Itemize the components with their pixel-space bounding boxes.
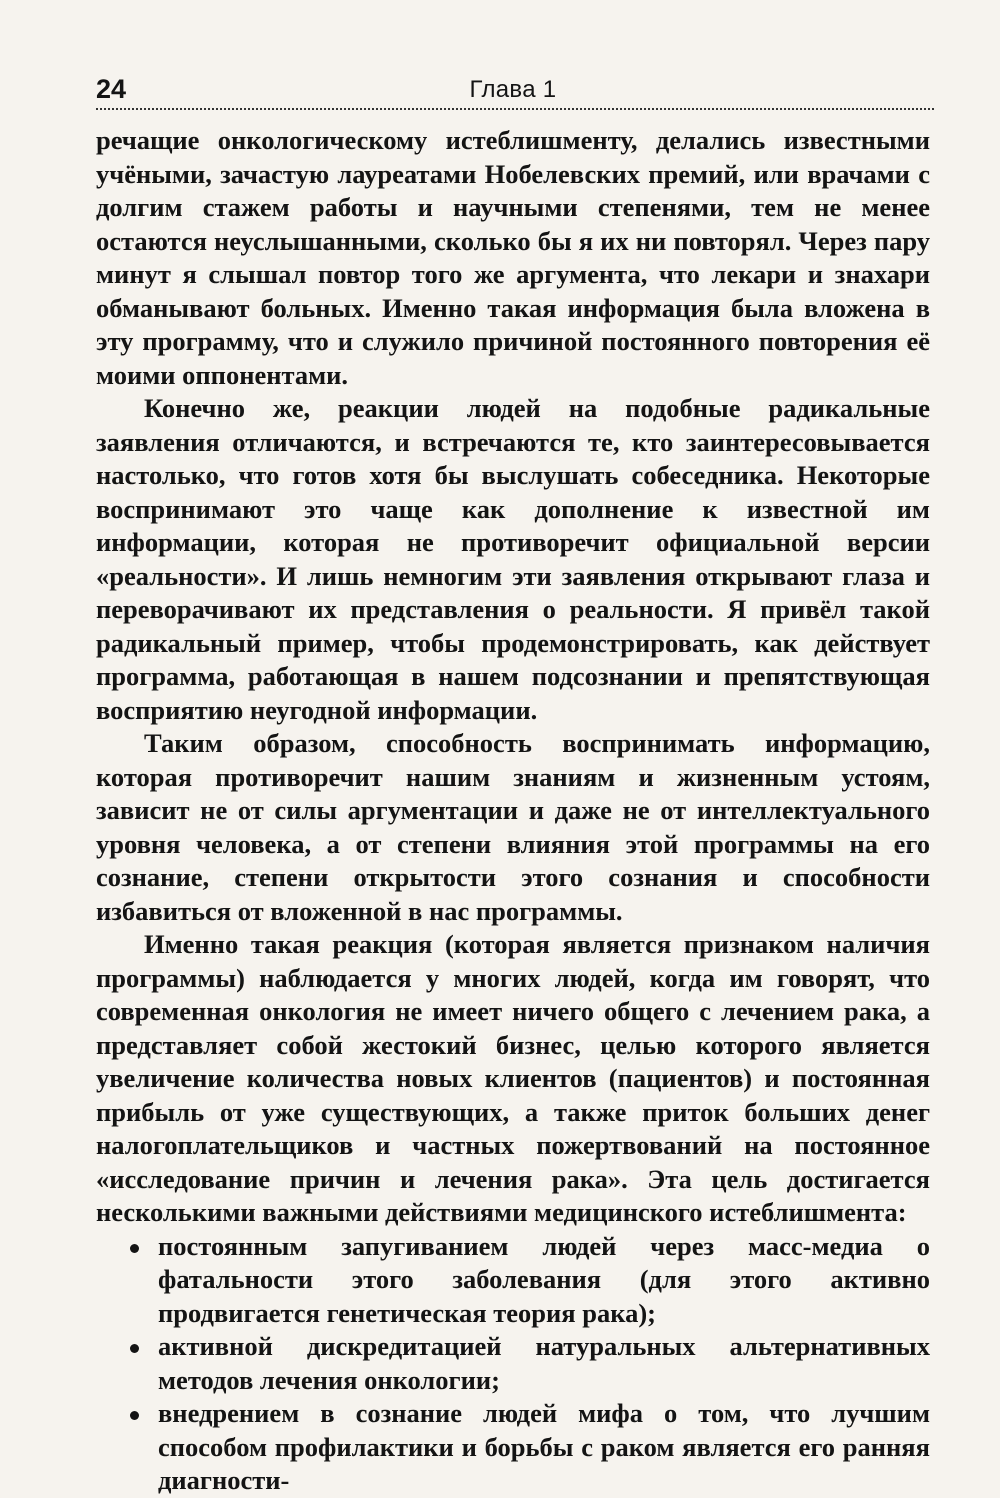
paragraph-continued: речащие онкологическому истеблишменту, делались известными учёными, зачастую лауреатами Нобелевских премий, или врачами с долгим стажем работы и научными степенями, тем не менее остаются неуслышанными, сколько бы я их ни повторял. Через пару минут я слышал повтор того же аргумента, что лекари и знахари обманывают больных. Именно такая информация была вложена в эту программу, что и служило причиной постоянного повторения её моими оппонентами. <box>96 125 930 390</box>
body-text <box>96 124 930 1498</box>
page-number: 24 <box>96 74 127 104</box>
paragraph: Таким образом, способность воспринимать информацию, которая противоречит нашим знаниям и жизненным устоям, зависит не от силы аргументации и даже не от интеллектуального уровня человека, а от степени влияния этой программы на его сознание, степени открытости этого сознания и способности избавиться от вложенной в нас программы. <box>96 728 930 926</box>
paragraph: Именно такая реакция (которая является признаком наличия программы) наблюдается у многих людей, когда им говорят, что современная онкология не имеет ничего общего с лечением рака, а представляет собой жестокий бизнес, целью которого является увеличение количества новых клиентов (пациентов) и постоянная прибыль от уже существующих, а также приток больших денег налогоплательщиков и частных пожертвований на постоянное «исследование причин и лечения рака». Эта цель достигается несколькими важными действиями медицинского истеблишмента: <box>96 929 930 1227</box>
bullet-list <box>96 1230 930 1498</box>
page-header <box>96 70 930 108</box>
bullet-item <box>96 1397 930 1498</box>
chapter-title: Глава 1 <box>469 76 557 103</box>
header-divider <box>96 108 934 110</box>
bullet-text: внедрением в сознание людей мифа о том, что лучшим способом профилактики и борьбы с раком является его ранняя диагности- <box>158 1398 930 1495</box>
bullet-text: постоянным запугиванием людей через масс-медиа о фатальности этого заболевания (для этого активно продвигается генетическая теория рака); <box>158 1230 930 1328</box>
bullet-dot-icon <box>130 1244 139 1253</box>
bullet-dot-icon <box>130 1344 139 1353</box>
bullet-dot-icon <box>130 1411 139 1420</box>
paragraph: Конечно же, реакции людей на подобные радикальные заявления отличаются, и встречаются те, кто заинтересовывается настолько, что готов хотя бы выслушать собеседника. Некоторые воспринимают это чаще как дополнение к известной им информации, которая не противоречит официальной версии «реальности». И лишь немногим эти заявления открывают глаза и переворачивают их представления о реальности. Я привёл такой радикальный пример, чтобы продемонстрировать, как действует программа, работающая в нашем подсознании и препятствующая восприятию неугодной информации. <box>96 393 930 725</box>
bullet-item <box>96 1330 930 1397</box>
bullet-item <box>96 1230 930 1331</box>
bullet-text: активной дискредитацией натуральных альтернативных методов лечения онкологии; <box>158 1331 930 1395</box>
